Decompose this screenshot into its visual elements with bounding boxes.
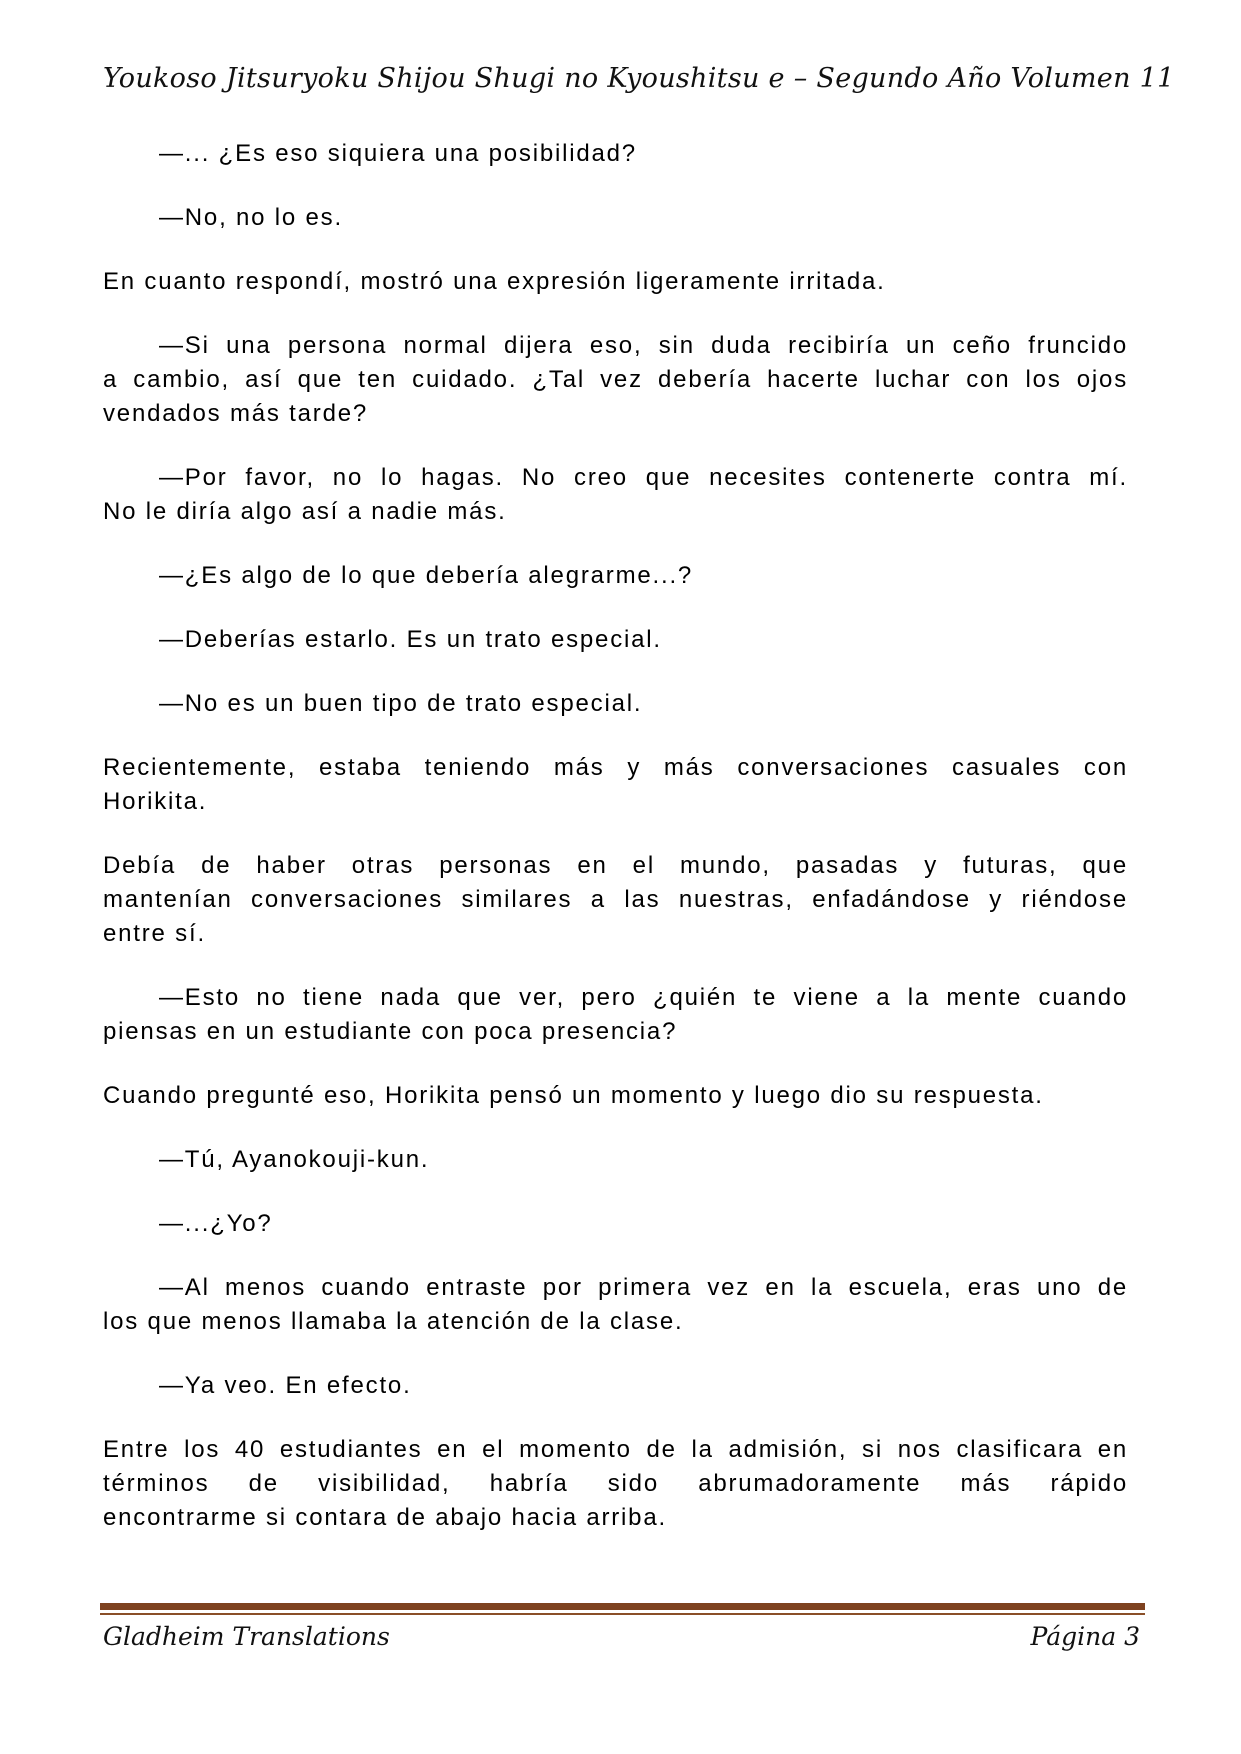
dialogue-paragraph — [103, 981, 1128, 1049]
text-line: vendados más tarde? — [103, 400, 369, 427]
narration-paragraph — [103, 849, 1128, 951]
text-line: términos de visibilidad, habría sido abrumadoramente más rápido — [103, 1470, 1128, 1497]
text-line: —Deberías estarlo. Es un trato especial. — [159, 626, 662, 653]
text-line: Cuando pregunté eso, Horikita pensó un momento y luego dio su respuesta. — [103, 1082, 1044, 1109]
footer-divider — [100, 1603, 1145, 1615]
narration-paragraph — [103, 1433, 1128, 1535]
text-line: Debía de haber otras personas en el mundo, pasadas y futuras, que — [103, 852, 1128, 879]
text-line: —Al menos cuando entraste por primera vez en la escuela, eras uno de — [159, 1274, 1128, 1301]
narration-paragraph — [103, 1079, 1128, 1113]
dialogue-paragraph — [103, 687, 1128, 721]
dialogue-paragraph — [103, 623, 1128, 657]
dialogue-paragraph — [103, 329, 1128, 431]
text-line: a cambio, así que ten cuidado. ¿Tal vez debería hacerte luchar con los ojos — [103, 366, 1128, 393]
narration-paragraph — [103, 265, 1128, 299]
footer-page-number: Página 3 — [1030, 1622, 1140, 1651]
text-line: mantenían conversaciones similares a las nuestras, enfadándose y riéndose — [103, 886, 1128, 913]
text-line: —Esto no tiene nada que ver, pero ¿quién te viene a la mente cuando — [159, 984, 1128, 1011]
dialogue-paragraph — [103, 201, 1128, 235]
text-line: Horikita. — [103, 788, 208, 815]
dialogue-paragraph — [103, 461, 1128, 529]
page-footer — [103, 1620, 1140, 1654]
text-line: —No, no lo es. — [159, 204, 343, 231]
dialogue-paragraph — [103, 1207, 1128, 1241]
text-line: —Ya veo. En efecto. — [159, 1372, 412, 1399]
text-line: —No es un buen tipo de trato especial. — [159, 690, 643, 717]
text-line: Entre los 40 estudiantes en el momento de la admisión, si nos clasificara en — [103, 1436, 1128, 1463]
text-line: entre sí. — [103, 920, 206, 947]
text-line: —Si una persona normal dijera eso, sin duda recibiría un ceño fruncido — [159, 332, 1128, 359]
narration-paragraph — [103, 751, 1128, 819]
text-line: No le diría algo así a nadie más. — [103, 498, 507, 525]
dialogue-paragraph — [103, 137, 1128, 171]
dialogue-paragraph — [103, 1369, 1128, 1403]
text-line: —... ¿Es eso siquiera una posibilidad? — [159, 140, 637, 167]
text-line: los que menos llamaba la atención de la clase. — [103, 1308, 684, 1335]
text-line: Recientemente, estaba teniendo más y más conversaciones casuales con — [103, 754, 1128, 781]
document-body — [103, 137, 1128, 1565]
text-line: encontrarme si contara de abajo hacia arriba. — [103, 1504, 667, 1531]
page-header-title: Youkoso Jitsuryoku Shijou Shugi no Kyoushitsu e – Segundo Año Volumen 11 — [103, 63, 1175, 94]
footer-translator: Gladheim Translations — [103, 1622, 390, 1651]
dialogue-paragraph — [103, 1271, 1128, 1339]
text-line: —Por favor, no lo hagas. No creo que necesites contenerte contra mí. — [159, 464, 1128, 491]
text-line: En cuanto respondí, mostró una expresión ligeramente irritada. — [103, 268, 886, 295]
text-line: piensas en un estudiante con poca presencia? — [103, 1018, 678, 1045]
text-line: —¿Es algo de lo que debería alegrarme...? — [159, 562, 694, 589]
text-line: —...¿Yo? — [159, 1210, 273, 1237]
dialogue-paragraph — [103, 559, 1128, 593]
text-line: —Tú, Ayanokouji-kun. — [159, 1146, 430, 1173]
dialogue-paragraph — [103, 1143, 1128, 1177]
